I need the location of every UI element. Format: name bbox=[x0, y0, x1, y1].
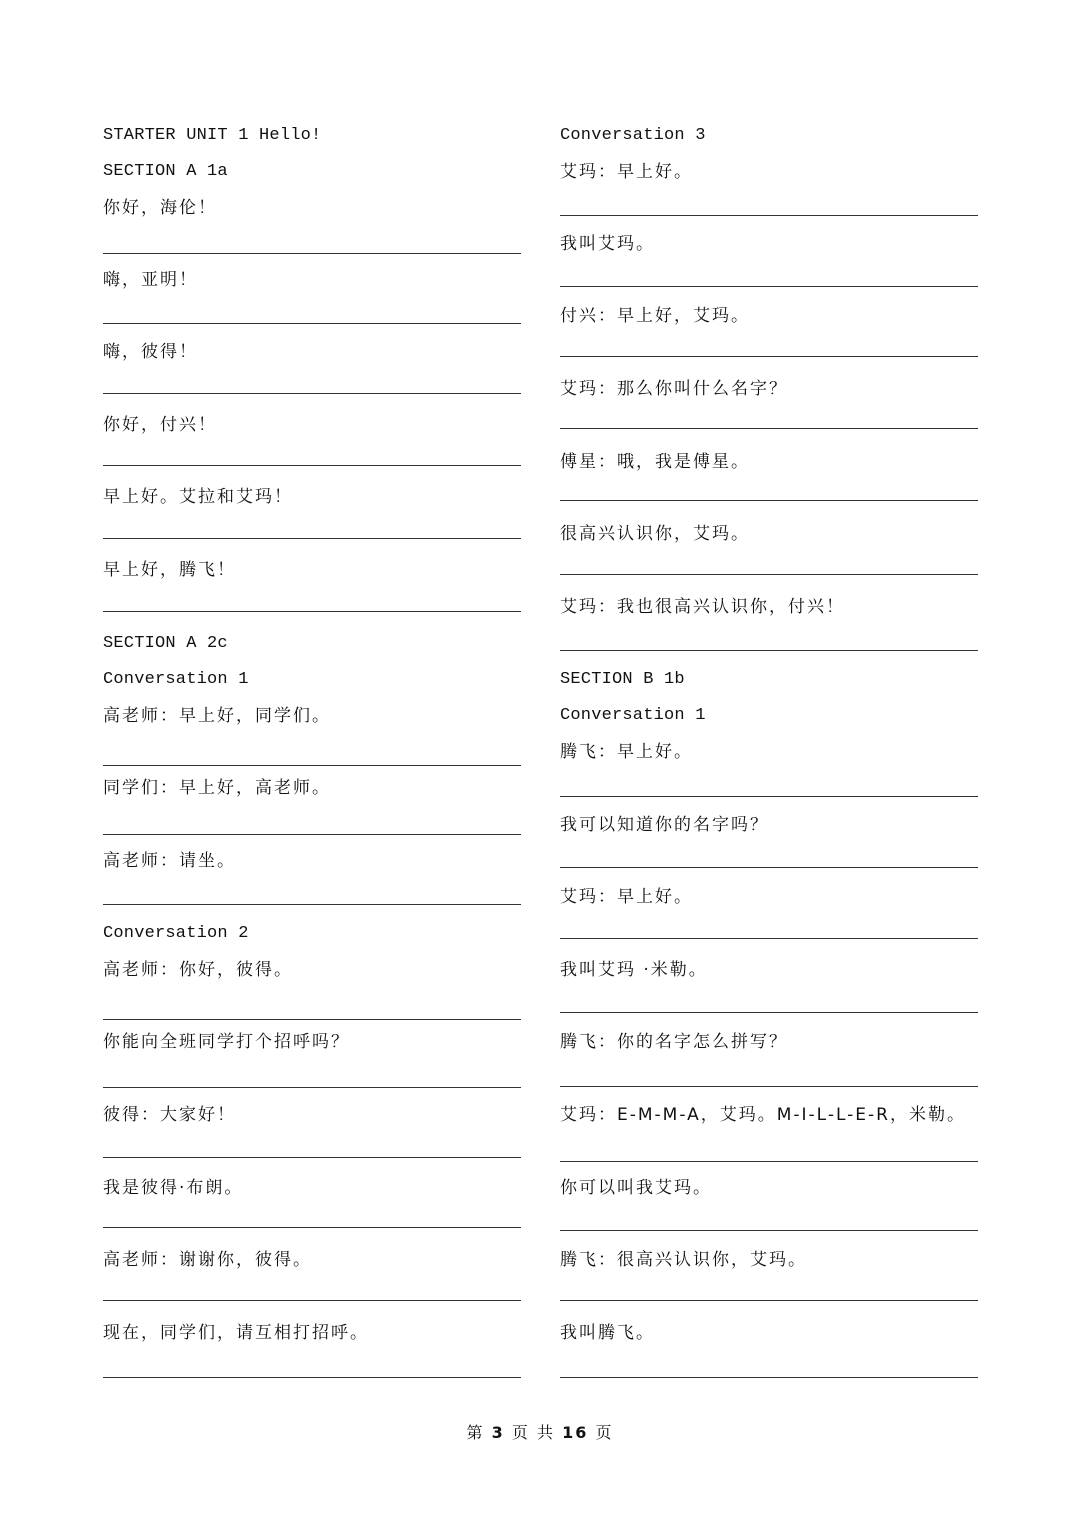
prompt-line: 艾玛：E-M-M-A，艾玛。M-I-L-L-E-R，米勒。 bbox=[560, 1105, 966, 1125]
conversation-heading: Conversation 3 bbox=[560, 126, 706, 145]
answer-line bbox=[103, 393, 521, 394]
answer-line bbox=[560, 215, 978, 216]
answer-line bbox=[103, 834, 521, 835]
answer-line bbox=[560, 428, 978, 429]
answer-line bbox=[560, 356, 978, 357]
prompt-line: 傅星：哦，我是傅星。 bbox=[560, 452, 750, 472]
page-total: 16 bbox=[562, 1423, 589, 1442]
prompt-line: 艾玛：那么你叫什么名字？ bbox=[560, 379, 788, 399]
prompt-line: 艾玛：我也很高兴认识你，付兴！ bbox=[560, 597, 845, 617]
prompt-line: 我可以知道你的名字吗？ bbox=[560, 815, 769, 835]
prompt-line: 嗨，彼得！ bbox=[103, 342, 198, 362]
answer-line bbox=[103, 1087, 521, 1088]
prompt-line: 腾飞：你的名字怎么拼写？ bbox=[560, 1032, 788, 1052]
prompt-line: 我叫艾玛。 bbox=[560, 234, 655, 254]
answer-line bbox=[560, 1300, 978, 1301]
prompt-line: 早上好。艾拉和艾玛！ bbox=[103, 487, 293, 507]
prompt-line: 现在，同学们，请互相打招呼。 bbox=[103, 1323, 369, 1343]
prompt-line: 腾飞：早上好。 bbox=[560, 742, 693, 762]
answer-line bbox=[560, 286, 978, 287]
prompt-line: 我叫艾玛 ·米勒。 bbox=[560, 960, 708, 980]
answer-line bbox=[560, 574, 978, 575]
answer-line bbox=[103, 765, 521, 766]
prompt-line: 我叫腾飞。 bbox=[560, 1323, 655, 1343]
answer-line bbox=[560, 500, 978, 501]
prompt-line: 你好，付兴！ bbox=[103, 415, 217, 435]
answer-line bbox=[103, 611, 521, 612]
prompt-line: 高老师：谢谢你，彼得。 bbox=[103, 1250, 312, 1270]
conversation-heading: Conversation 1 bbox=[103, 670, 249, 689]
answer-line bbox=[560, 650, 978, 651]
prompt-line: 艾玛：早上好。 bbox=[560, 887, 693, 907]
prompt-line: 嗨，亚明！ bbox=[103, 270, 198, 290]
prompt-line: 腾飞：很高兴认识你，艾玛。 bbox=[560, 1250, 807, 1270]
prompt-line: 高老师：早上好，同学们。 bbox=[103, 706, 331, 726]
answer-line bbox=[103, 1227, 521, 1228]
prompt-line: 早上好，腾飞！ bbox=[103, 560, 236, 580]
answer-line bbox=[103, 1019, 521, 1020]
section-heading: SECTION A 2c bbox=[103, 634, 228, 653]
prompt-line: 同学们：早上好，高老师。 bbox=[103, 778, 331, 798]
prompt-line: 艾玛：早上好。 bbox=[560, 162, 693, 182]
prompt-line: 高老师：你好，彼得。 bbox=[103, 960, 293, 980]
answer-line bbox=[560, 1230, 978, 1231]
conversation-heading: Conversation 2 bbox=[103, 924, 249, 943]
conversation-heading: Conversation 1 bbox=[560, 706, 706, 725]
answer-line bbox=[560, 1377, 978, 1378]
prompt-line: 高老师：请坐。 bbox=[103, 851, 236, 871]
answer-line bbox=[103, 538, 521, 539]
footer-prefix: 第 bbox=[466, 1423, 485, 1442]
answer-line bbox=[560, 867, 978, 868]
answer-line bbox=[560, 1161, 978, 1162]
answer-line bbox=[560, 796, 978, 797]
answer-line bbox=[560, 938, 978, 939]
answer-line bbox=[103, 323, 521, 324]
answer-line bbox=[103, 904, 521, 905]
answer-line bbox=[560, 1012, 978, 1013]
prompt-line: 我是彼得·布朗。 bbox=[103, 1178, 244, 1198]
prompt-line: 彼得：大家好！ bbox=[103, 1105, 236, 1125]
prompt-line: 很高兴认识你，艾玛。 bbox=[560, 524, 750, 544]
footer-middle: 页 共 bbox=[511, 1423, 555, 1442]
answer-line bbox=[103, 1300, 521, 1301]
section-heading: SECTION B 1b bbox=[560, 670, 685, 689]
page-number: 3 bbox=[491, 1423, 505, 1442]
prompt-line: 付兴：早上好，艾玛。 bbox=[560, 306, 750, 326]
answer-line bbox=[103, 253, 521, 254]
unit-title: STARTER UNIT 1 Hello! bbox=[103, 126, 322, 145]
answer-line bbox=[560, 1086, 978, 1087]
page-footer bbox=[0, 1420, 1080, 1443]
answer-line bbox=[103, 1157, 521, 1158]
prompt-line: 你可以叫我艾玛。 bbox=[560, 1178, 712, 1198]
section-heading: SECTION A 1a bbox=[103, 162, 228, 181]
answer-line bbox=[103, 1377, 521, 1378]
prompt-line: 你好，海伦！ bbox=[103, 198, 217, 218]
prompt-line: 你能向全班同学打个招呼吗？ bbox=[103, 1032, 350, 1052]
answer-line bbox=[103, 465, 521, 466]
footer-suffix: 页 bbox=[595, 1423, 614, 1442]
